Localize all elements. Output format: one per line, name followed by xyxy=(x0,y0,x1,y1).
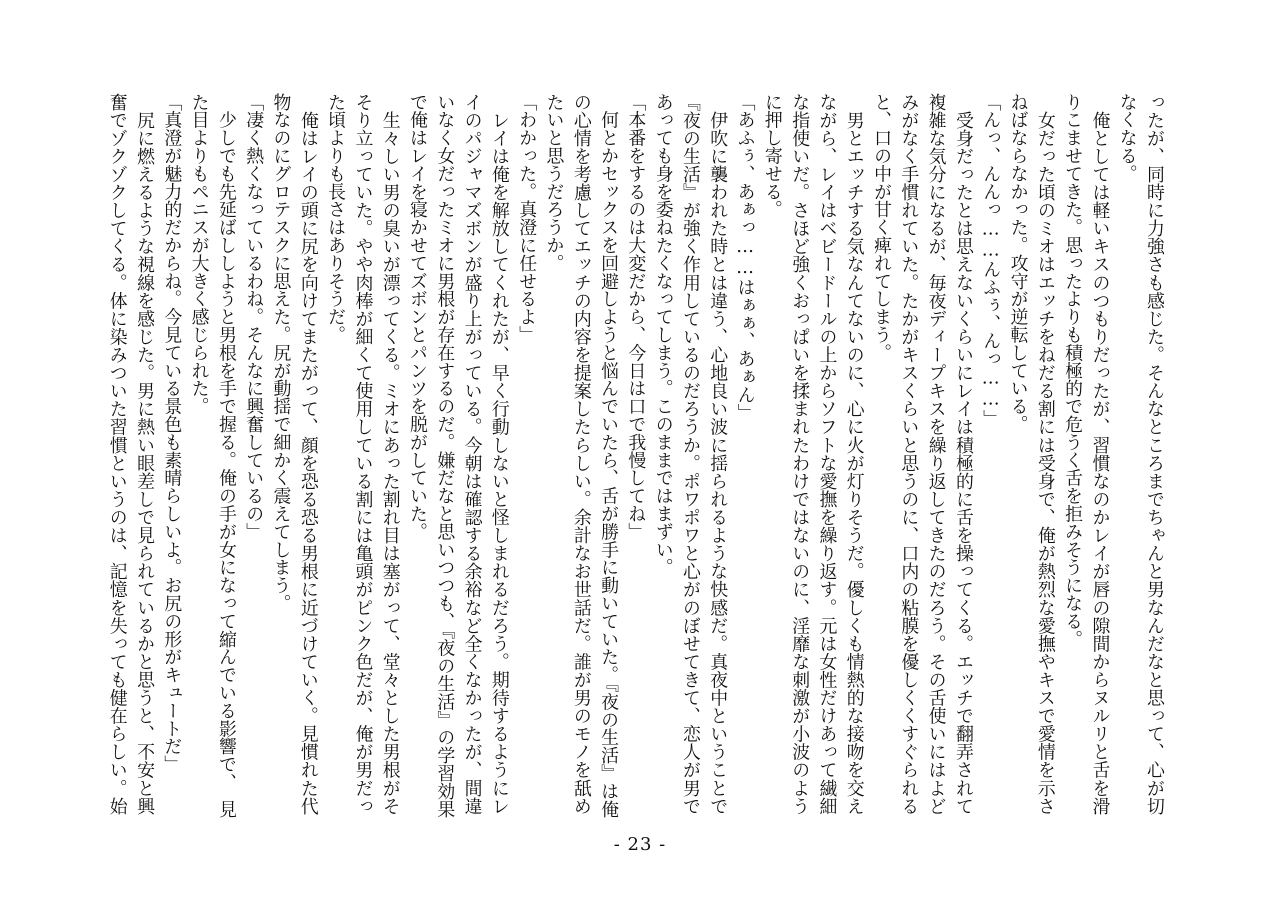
text-column: 生々しい男の臭いが漂ってくる。ミオにあった割れ目は塞がって、堂々とした男根がそ xyxy=(379,93,401,815)
text-column: いなく女だったミオに男根が存在するのだ。嫌だなと思いつつも、『夜の生活』の学習効果 xyxy=(434,93,456,818)
text-column: レイは俺を解放してくれたが、早く行動しないと怪しまれるだろう。期待するようにレ xyxy=(488,93,510,815)
text-column: 「凄く熱くなっているわね。そんなに興奮しているの」 xyxy=(243,93,265,541)
text-column: ねばならなかった。攻守が逆転している。 xyxy=(1007,93,1029,434)
text-column: ながら、レイはベビードールの上からソフトな愛撫を繰り返す。元は女性だけあって繊細 xyxy=(816,93,838,815)
text-column: で俺はレイを寝かせてズボンとパンツを脱がしていた。 xyxy=(406,93,428,541)
text-column: 伊吹に襲われた時とは違う、心地良い波に揺られるような快感だ。真夜中ということで xyxy=(707,93,729,815)
text-column: な指使いだ。さほど強くおっぱいを揉まれたわけではないのに、淫靡な刺激が小波のよう xyxy=(789,93,811,815)
text-column: 「んっ、んんっ……んふぅ、んっ……」 xyxy=(980,93,1002,428)
text-column: 尻に燃えるような視線を感じた。男に熱い眼差しで見られているかと思うと、不安と興 xyxy=(134,93,156,815)
text-column: 女だった頃のミオはエッチをねだる割には受身で、俺が熱烈な愛撫やキスで愛情を示さ xyxy=(1034,93,1056,815)
text-column: イのパジャマズボンが盛り上がっている。今朝は確認する余裕など全くなかったが、間違 xyxy=(461,93,483,815)
text-column: た頃よりも長さはありそうだ。 xyxy=(325,93,347,344)
text-column: に押し寄せる。 xyxy=(761,93,783,219)
text-column: 受身だったとは思えないくらいにレイは積極的に舌を操ってくる。エッチで翻弄されて xyxy=(952,93,974,815)
text-column: の心情を考慮してエッチの内容を提案したらしい。余計なお世話だ。誰が男のモノを舐め xyxy=(570,93,592,815)
text-column: あっても身を委ねたくなってしまう。このままではまずい。 xyxy=(652,93,674,577)
text-column: ったが、同時に力強さも感じた。そんなところまでちゃんと男なんだなと思って、心が切 xyxy=(1144,93,1165,815)
text-column: 複雑な気分になるが、毎夜ディープキスを繰り返してきたのだろう。その舌使いにはよど xyxy=(925,93,947,815)
text-column: そり立っていた。やや肉棒が細くて使用している割には亀頭がピンク色だが、俺が男だっ xyxy=(352,93,374,815)
vertical-text-body xyxy=(103,93,1168,818)
text-column: 『夜の生活』が強く作用しているのだろうか。ポワポワと心がのぼせてきて、恋人が男で xyxy=(679,93,701,815)
text-column: 「本番をするのは大変だから、今日は口で我慢してね」 xyxy=(625,93,647,541)
text-column: 何とかセックスを回避しようと悩んでいたら、舌が勝手に動いていた。『夜の生活』は俺 xyxy=(598,93,620,818)
text-column: 「わかった。真澄に任せるよ」 xyxy=(516,93,538,344)
text-column: みがなく手慣れていた。たかがキスくらいと思うのに、口内の粘膜を優しくくすぐられる xyxy=(898,93,920,815)
text-column: た目よりもペニスが大きく感じられた。 xyxy=(188,93,210,416)
text-column: なくなる。 xyxy=(1116,93,1138,183)
text-column: りこませてきた。思ったよりも積極的で危うく舌を拒みそうになる。 xyxy=(1062,93,1084,648)
text-column: 俺はレイの頭に尻を向けてまたがって、顔を恐る恐る男根に近づけていく。見慣れた代 xyxy=(297,93,319,815)
text-column: 物なのにグロテスクに思えた。尻が動揺で細かく震えてしまう。 xyxy=(270,93,292,613)
text-column: 少しでも先延ばししようと男根を手で握る。俺の手が女になって縮んでいる影響で、 見 xyxy=(215,93,237,818)
text-column: 「あふぅ、あぁっ……はぁぁ、あぁん」 xyxy=(734,93,756,422)
text-column: 男とエッチする気なんてないのに、心に火が灯りそうだ。優しくも情熱的な接吻を交え xyxy=(843,93,865,815)
text-column: 俺としては軽いキスのつもりだったが、習慣なのかレイが唇の隙間からヌルリと舌を滑 xyxy=(1089,93,1111,815)
text-column: 「真澄が魅力的だからね。今見ている景色も素晴らしいよ。お尻の形がキュートだ」 xyxy=(161,93,183,774)
text-column: と、口の中が甘く痺れてしまう。 xyxy=(871,93,893,362)
text-column: 奮でゾクゾクしてくる。体に染みついた習慣というのは、記憶を失っても健在らしい。始 xyxy=(106,93,128,815)
page-number: - 23 - xyxy=(613,834,667,855)
text-column: たいと思うだろうか。 xyxy=(543,93,565,272)
